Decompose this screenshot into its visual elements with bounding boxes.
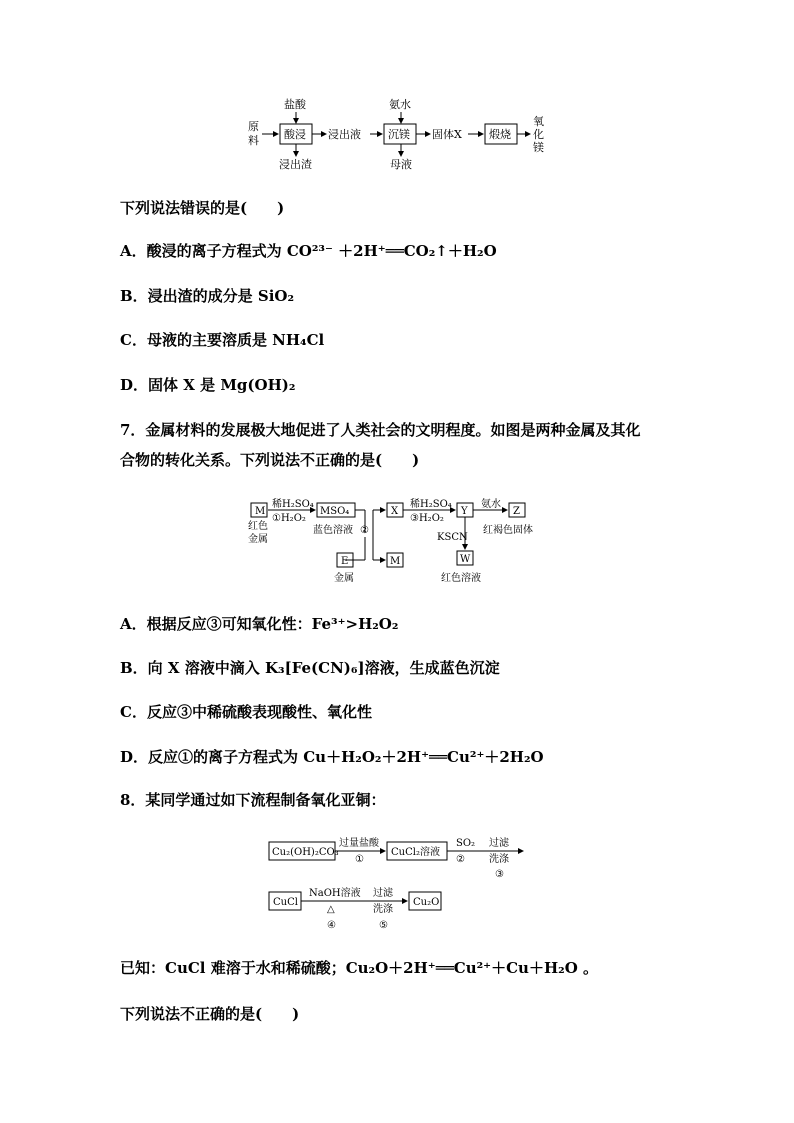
arrow3-top: 稀H₂SO₄ bbox=[410, 499, 452, 510]
arrow1-top: 稀H₂SO₄ bbox=[272, 499, 314, 510]
box-precipitate-mg: 沉镁 bbox=[388, 128, 410, 141]
flowchart-mgo bbox=[240, 90, 560, 180]
q7-option-c: C．反应③中稀硫酸表现酸性、氧化性 bbox=[120, 703, 372, 721]
arrow4-step: ④ bbox=[327, 920, 336, 931]
node-z-label: 红褐色固体 bbox=[483, 525, 533, 536]
reaction-2: ② bbox=[360, 525, 369, 536]
arrow3-bottom: ③H₂O₂ bbox=[410, 513, 444, 524]
box-calcine: 煅烧 bbox=[489, 128, 511, 141]
node-w: W bbox=[460, 554, 471, 565]
arrow2-step: ② bbox=[456, 854, 465, 865]
node-m: M bbox=[255, 506, 266, 517]
arrow3-mid: 洗涤 bbox=[489, 854, 509, 865]
box-cu2o: Cu₂O bbox=[413, 897, 440, 908]
node-w-label: 红色溶液 bbox=[441, 573, 481, 584]
q7-option-b: B．向 X 溶液中滴入 K₃[Fe(CN)₆]溶液，生成蓝色沉淀 bbox=[120, 659, 500, 677]
product-mgo-1: 氧 bbox=[533, 115, 544, 128]
node-m-label-2: 金属 bbox=[248, 534, 268, 545]
q6-option-c: C．母液的主要溶质是 NH₄Cl bbox=[120, 331, 325, 349]
node-mso4: MSO₄ bbox=[320, 506, 350, 517]
q7-option-d: D．反应①的离子方程式为 Cu＋H₂O₂＋2H⁺══Cu²⁺＋2H₂O bbox=[120, 748, 544, 766]
box-cucl2-solution: CuCl₂溶液 bbox=[391, 847, 440, 858]
leachate: 浸出液 bbox=[328, 128, 361, 141]
product-mgo-3: 镁 bbox=[533, 141, 544, 154]
q8-ask: 下列说法不正确的是( ) bbox=[120, 1005, 300, 1023]
product-mgo-2: 化 bbox=[533, 128, 544, 141]
arrow5-step: ⑤ bbox=[379, 920, 388, 931]
q6-stem: 下列说法错误的是( ) bbox=[120, 199, 285, 217]
arrow4-heat: △ bbox=[327, 904, 335, 915]
q8-stem: 8．某同学通过如下流程制备氧化亚铜： bbox=[120, 791, 386, 809]
solid-x: 固体X bbox=[432, 128, 462, 141]
input-ammonia: 氨水 bbox=[389, 98, 411, 111]
arrow1-top: 过量盐酸 bbox=[339, 838, 379, 849]
box-cucl: CuCl bbox=[273, 897, 298, 908]
raw-material-2: 料 bbox=[248, 134, 259, 147]
node-m-label-1: 红色 bbox=[248, 521, 268, 532]
node-e: E bbox=[341, 556, 349, 567]
q6-option-b: B．浸出渣的成分是 SiO₂ bbox=[120, 287, 295, 305]
flowchart-cu2o bbox=[265, 832, 535, 942]
raw-material-1: 原 bbox=[248, 120, 259, 133]
node-y: Y bbox=[461, 506, 468, 517]
node-e-label: 金属 bbox=[334, 573, 354, 584]
box-acid-leach: 酸浸 bbox=[284, 128, 306, 141]
q8-known: 已知：CuCl 难溶于水和稀硫酸；Cu₂O＋2H⁺══Cu²⁺＋Cu＋H₂O 。 bbox=[120, 959, 598, 977]
arrow3-top: 过滤 bbox=[489, 838, 509, 849]
node-mso4-label: 蓝色溶液 bbox=[313, 525, 353, 536]
q7-stem-line2: 合物的转化关系。下列说法不正确的是( ) bbox=[120, 451, 420, 469]
box-basic-copper-carbonate: Cu₂(OH)₂CO₃ bbox=[272, 847, 339, 858]
mother-liquor: 母液 bbox=[390, 158, 412, 171]
leach-residue: 浸出渣 bbox=[279, 158, 312, 171]
arrow4-top: NaOH溶液 bbox=[309, 888, 361, 899]
input-hydrochloric-acid: 盐酸 bbox=[284, 98, 306, 111]
q6-option-a: A．酸浸的离子方程式为 CO²³⁻ ＋2H⁺══CO₂↑＋H₂O bbox=[120, 242, 497, 260]
q7-option-a: A．根据反应③可知氧化性：Fe³⁺>H₂O₂ bbox=[120, 615, 399, 633]
arrow5-mid: 洗涤 bbox=[373, 904, 393, 915]
arrow3-step: ③ bbox=[495, 869, 504, 880]
q7-stem-line1: 7．金属材料的发展极大地促进了人类社会的文明程度。如图是两种金属及其化 bbox=[120, 421, 641, 439]
node-m2: M bbox=[390, 556, 401, 567]
arrow1-bottom: ①H₂O₂ bbox=[272, 513, 306, 524]
arrow1-step: ① bbox=[355, 854, 364, 865]
arrow5-top: 过滤 bbox=[373, 888, 393, 899]
q6-option-d: D．固体 X 是 Mg(OH)₂ bbox=[120, 376, 296, 394]
node-z: Z bbox=[513, 506, 520, 517]
node-x: X bbox=[391, 506, 399, 517]
flowchart-metals bbox=[245, 495, 555, 590]
arrow2-top: SO₂ bbox=[456, 838, 476, 849]
arrow4-label: 氨水 bbox=[481, 499, 501, 510]
reagent-kscn: KSCN bbox=[437, 532, 468, 543]
